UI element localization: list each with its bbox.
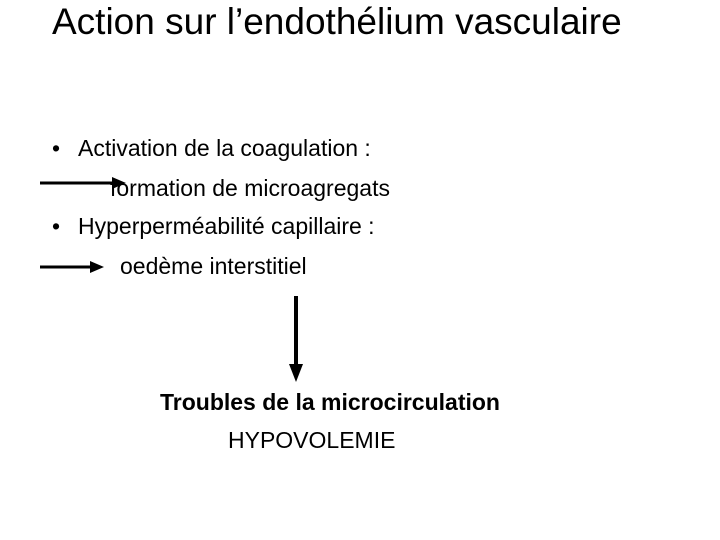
bullet-marker: •	[52, 135, 61, 161]
down-arrow-icon	[288, 296, 304, 382]
result-oedeme: oedème interstitiel	[120, 253, 307, 279]
slide-title: Action sur l’endothélium vasculaire	[52, 1, 622, 42]
bullet-activation-coagulation: Activation de la coagulation :	[78, 135, 371, 161]
hypovolemie: HYPOVOLEMIE	[228, 427, 396, 453]
bullet-hyperpermeabilite: Hyperperméabilité capillaire :	[78, 213, 375, 239]
right-arrow-icon	[40, 260, 104, 274]
bullet-marker: •	[52, 213, 61, 239]
troubles-microcirculation: Troubles de la microcirculation	[160, 389, 500, 415]
result-microagregats: formation de microagregats	[110, 175, 390, 201]
